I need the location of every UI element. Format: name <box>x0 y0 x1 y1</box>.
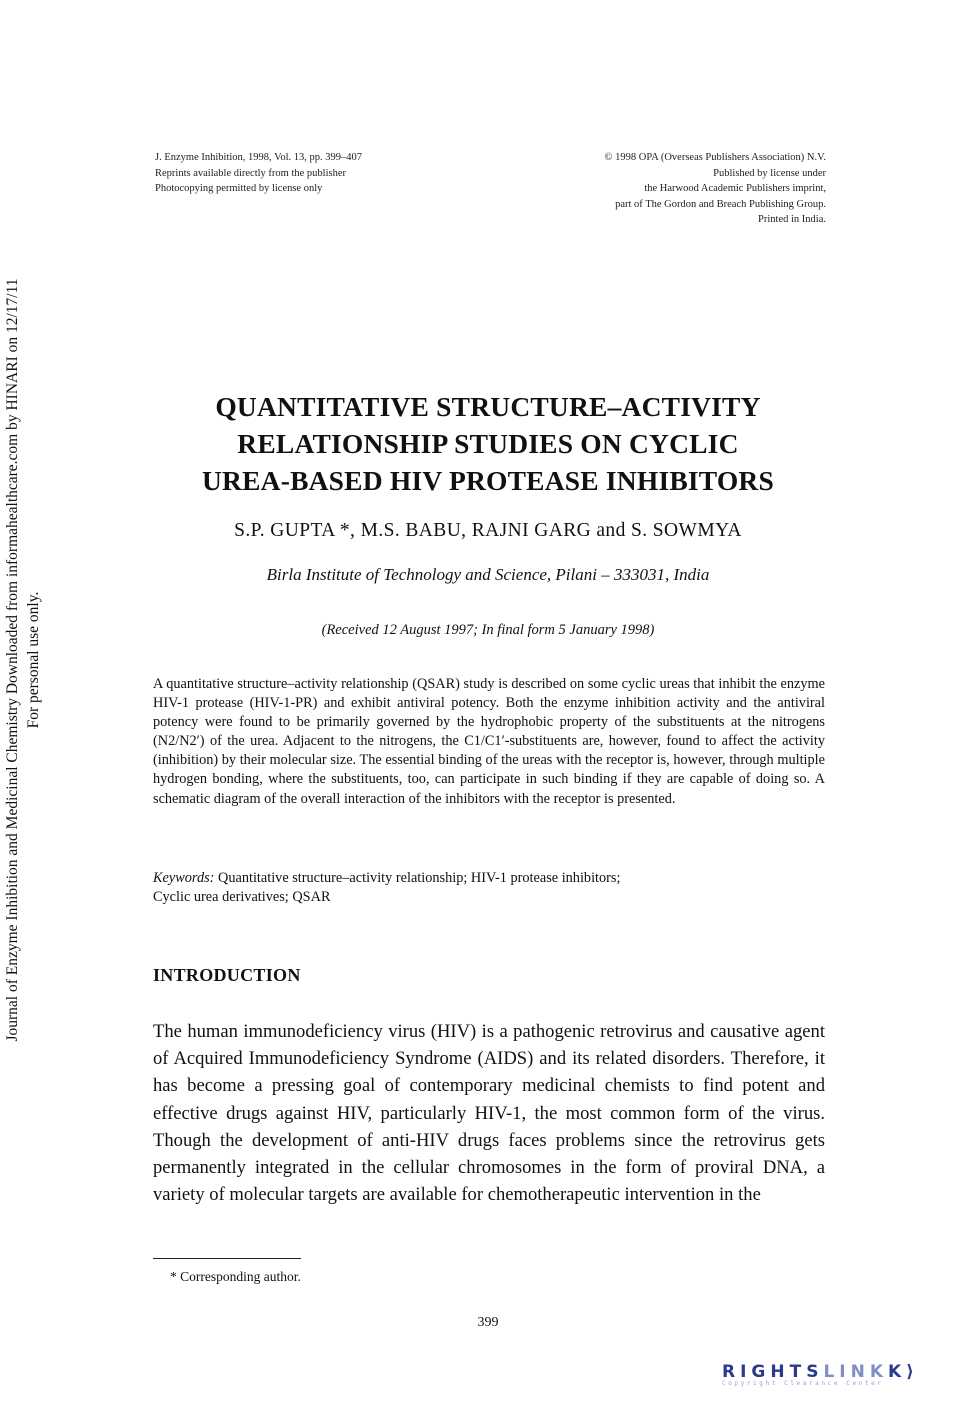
rightslink-logo[interactable] <box>722 1362 962 1402</box>
keywords-line: Cyclic urea derivatives; QSAR <box>153 889 331 906</box>
section-heading: INTRODUCTION <box>153 965 301 985</box>
logo-symbol: K⟩ <box>888 1362 919 1382</box>
keywords-line: Quantitative structure–activity relationship; HIV-1 protease inhibitors; <box>218 870 621 886</box>
download-watermark <box>2 160 44 1160</box>
introduction-paragraph: The human immunodeficiency virus (HIV) is a pathogenic retrovirus and causative agent of Acquired Immunodeficiency Syndrome (AIDS) and its related disorders. Therefore, it has become a pressing goal of contemporary medicinal chemists to find potent and effective drugs against HIV, particularly HIV-1, the most common form of the virus. Though the development of anti-HIV drugs faces problems since the retrovirus gets permanently integrated in the cellular chromosomes in the form of proviral DNA, a variety of molecular targets are available for chemotherapeutic intervention in the <box>153 1021 825 1206</box>
reprints-line: Reprints available directly from the publisher <box>155 167 346 179</box>
footnote: * Corresponding author. <box>170 1269 301 1284</box>
paper-title <box>150 388 826 499</box>
title-line: RELATIONSHIP STUDIES ON CYCLIC <box>237 428 739 459</box>
logo-word-light: LINK <box>823 1362 888 1382</box>
citation-line: J. Enzyme Inhibition, 1998, Vol. 13, pp. 399–407 <box>155 152 362 163</box>
author-list: S.P. GUPTA *, M.S. BABU, RAJNI GARG and S. SOWMYA <box>234 520 742 541</box>
logo-word-dark: RIGHTS <box>722 1362 824 1382</box>
photocopy-line: Photocopying permitted by license only <box>155 183 323 194</box>
keywords <box>153 869 825 907</box>
copyright-block <box>466 150 826 228</box>
imprint-line: the Harwood Academic Publishers imprint, <box>644 183 826 194</box>
license-line: Published by license under <box>713 167 826 179</box>
abstract: A quantitative structure–activity relationship (QSAR) study is described on some cyclic ureas that inhibit the enzyme HIV-1 protease (HIV-1-PR) and exhibit antiviral potency. Both the enzyme inhibition activity and the antiviral potency were found to be primarily governed by the hydrophobic property of the substituents at the nitrogens (N2/N2′) of the urea. Adjacent to the nitrogens, the C1/C1′-substituents are, however, found to affect the activity (inhibition) by their molecular size. The essential binding of the ureas with the receptor is, however, through multiple hydrogen bonding, where the substituents, too, can participate in such binding if they are capable of doing so. A schematic diagram of the overall interaction of the inhibitors with the receptor is presented. <box>153 676 825 807</box>
page-number: 399 <box>477 1315 499 1330</box>
printed-line: Printed in India. <box>758 214 826 225</box>
footnote-rule <box>153 1258 301 1259</box>
download-line: Journal of Enzyme Inhibition and Medicinal Chemistry Downloaded from informahealthcare.com by HINARI on 12/17/11 <box>4 278 21 1042</box>
group-line: part of The Gordon and Breach Publishing Group. <box>615 198 826 210</box>
journal-citation <box>155 150 515 197</box>
title-line: UREA-BASED HIV PROTEASE INHIBITORS <box>202 465 774 496</box>
title-line: QUANTITATIVE STRUCTURE–ACTIVITY <box>215 391 761 422</box>
keywords-label: Keywords: <box>153 870 215 886</box>
affiliation: Birla Institute of Technology and Science, Pilani – 333031, India <box>266 565 710 584</box>
personal-use-line: For personal use only. <box>25 591 42 729</box>
received-dates: (Received 12 August 1997; In final form 5 January 1998) <box>321 622 655 638</box>
logo-tagline: Copyright Clearance Center <box>722 1380 884 1387</box>
copyright-line: © 1998 OPA (Overseas Publishers Association) N.V. <box>604 152 826 163</box>
